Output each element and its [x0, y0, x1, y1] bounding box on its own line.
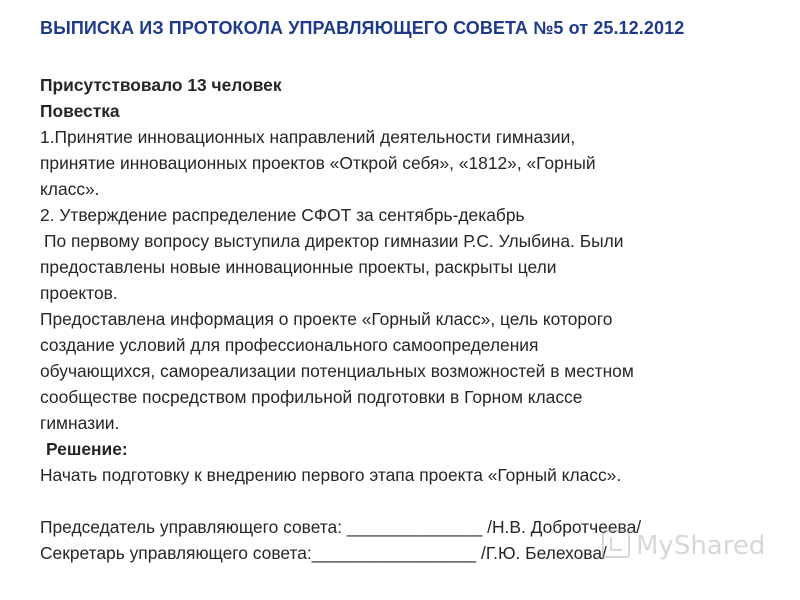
spacer: [40, 488, 760, 514]
decision-text: Начать подготовку к внедрению первого этапа проекта «Горный класс».: [40, 465, 622, 485]
project-info-line-3: обучающихся, самореализации потенциальных возможностей в местном: [40, 361, 634, 381]
project-info-line-2: создание условий для профессионального самоопределения: [40, 335, 539, 355]
agenda-item-1-line-1: 1.Принятие инновационных направлений деятельности гимназии,: [40, 127, 576, 147]
discussion-line-2: предоставлены новые инновационные проекты, раскрыты цели: [40, 257, 557, 277]
decision-heading: Решение:: [46, 439, 128, 459]
document-title: ВЫПИСКА ИЗ ПРОТОКОЛА УПРАВЛЯЮЩЕГО СОВЕТА №5 от 25.12.2012: [40, 18, 685, 38]
agenda-item-1-line-3: класс».: [40, 179, 100, 199]
chairman-signature-line: Председатель управляющего совета: ______________ /Н.В. Добротчеева/: [40, 517, 642, 537]
watermark: [602, 530, 765, 561]
secretary-signature-line: Секретарь управляющего совета:_________________ /Г.Ю. Белехова/: [40, 543, 607, 563]
watermark-logo-icon: [602, 530, 630, 558]
watermark-text: MyShared: [636, 531, 766, 561]
document-body: [40, 72, 760, 566]
project-info-line-4: сообществе посредством профильной подготовки в Горном классе: [40, 387, 583, 407]
agenda-item-1-line-2: принятие инновационных проектов «Открой себя», «1812», «Горный: [40, 153, 596, 173]
project-info-line-5: гимназии.: [40, 413, 120, 433]
agenda-item-2: 2. Утверждение распределение СФОТ за сентябрь-декабрь: [40, 205, 525, 225]
project-info-line-1: Предоставлена информация о проекте «Горный класс», цель которого: [40, 309, 613, 329]
attendance-line: Присутствовало 13 человек: [40, 75, 282, 95]
discussion-line-3: проектов.: [40, 283, 118, 303]
discussion-line-1: По первому вопросу выступила директор гимназии Р.С. Улыбина. Были: [44, 231, 624, 251]
agenda-heading: Повестка: [40, 101, 120, 121]
